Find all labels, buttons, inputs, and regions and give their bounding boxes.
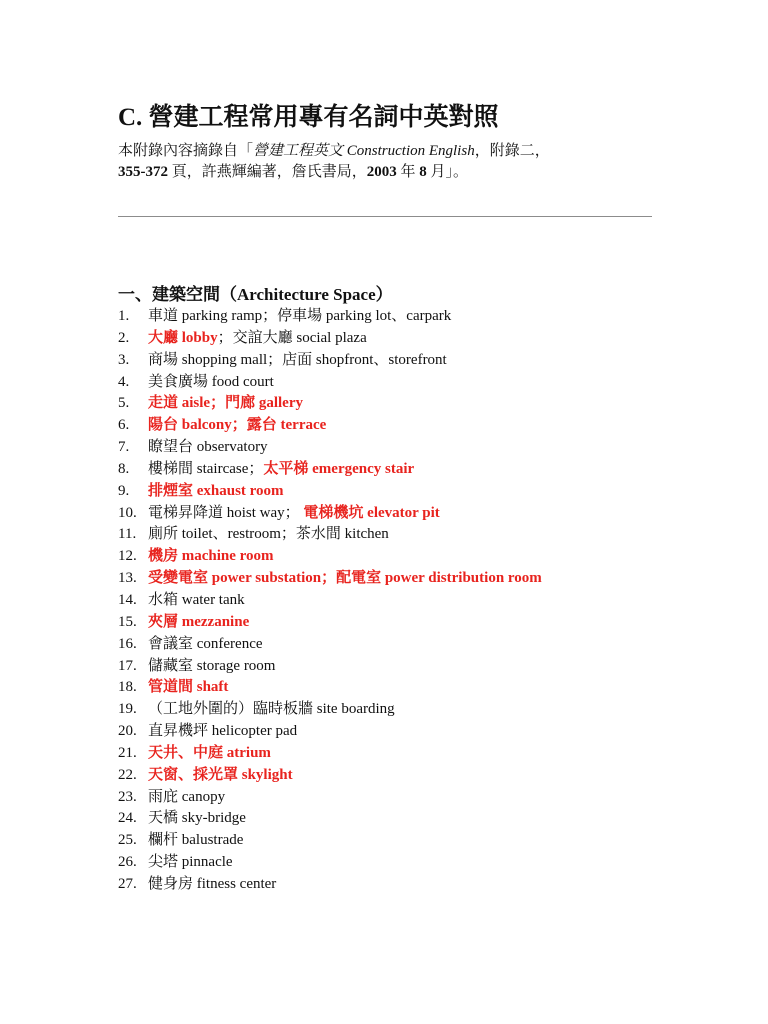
list-item xyxy=(118,612,542,634)
list-item xyxy=(118,787,542,809)
item-number: 10. xyxy=(118,504,137,521)
list-item xyxy=(118,350,542,372)
item-number: 7. xyxy=(118,439,130,456)
item-text xyxy=(148,372,274,394)
term-highlighted: 天窗、採光罩 skylight xyxy=(148,766,293,783)
term-highlighted: 機房 machine room xyxy=(148,548,274,565)
term-highlighted: 受變電室 power substation；配電室 power distribution room xyxy=(148,570,542,587)
item-text xyxy=(148,568,542,590)
intro-end: 月」。 xyxy=(426,164,469,180)
page-title: C. 營建工程常用專有名詞中英對照 xyxy=(118,104,499,131)
divider xyxy=(118,216,652,217)
item-number: 12. xyxy=(118,548,137,565)
item-number: 24. xyxy=(118,810,137,827)
item-text xyxy=(148,787,225,809)
item-number: 16. xyxy=(118,635,137,652)
term-text: 儲藏室 storage room xyxy=(148,657,276,674)
intro-appendix: ，附錄二， xyxy=(474,143,550,159)
intro-paragraph xyxy=(118,141,550,183)
list-item xyxy=(118,765,542,787)
intro-year: 2003 xyxy=(366,164,397,180)
item-text xyxy=(148,524,389,546)
item-text xyxy=(148,590,245,612)
list-item xyxy=(118,546,542,568)
term-text: 直昇機坪 helicopter pad xyxy=(148,723,298,740)
item-text xyxy=(148,656,275,678)
item-number: 27. xyxy=(118,875,137,892)
item-text xyxy=(148,546,274,568)
list-item xyxy=(118,721,542,743)
list-item xyxy=(118,874,542,896)
term-highlighted: 天井、中庭 atrium xyxy=(148,744,271,761)
item-text xyxy=(148,808,246,830)
item-number: 22. xyxy=(118,766,137,783)
intro-year-unit: 年 xyxy=(396,164,420,180)
term-highlighted: 排煙室 exhaust room xyxy=(148,482,284,499)
item-text xyxy=(148,328,367,350)
term-list xyxy=(118,306,542,896)
item-text xyxy=(148,306,451,328)
list-item xyxy=(118,437,542,459)
term-text: （工地外圍的）臨時板牆 site boarding xyxy=(148,701,395,718)
term-text: 廁所 toilet、restroom；茶水間 kitchen xyxy=(148,526,389,543)
item-text xyxy=(148,677,228,699)
term-text: 天橋 sky-bridge xyxy=(148,810,246,827)
term-text: 欄杆 balustrade xyxy=(148,832,244,849)
term-text: 美食廣場 food court xyxy=(148,373,274,390)
item-text xyxy=(148,503,440,525)
list-item xyxy=(118,393,542,415)
item-number: 5. xyxy=(118,395,130,412)
intro-line-2 xyxy=(118,162,550,183)
list-item xyxy=(118,459,542,481)
item-number: 9. xyxy=(118,482,130,499)
list-item xyxy=(118,306,542,328)
item-text xyxy=(148,852,233,874)
item-number: 17. xyxy=(118,657,137,674)
term-text: 電梯昇降道 hoist way； xyxy=(148,504,300,521)
item-text xyxy=(148,393,303,415)
list-item xyxy=(118,415,542,437)
item-text xyxy=(148,721,297,743)
item-number: 26. xyxy=(118,854,137,871)
item-number: 20. xyxy=(118,723,137,740)
item-number: 1. xyxy=(118,308,130,324)
term-highlighted: 太平梯 emergency stair xyxy=(263,460,415,477)
item-number: 23. xyxy=(118,788,137,805)
item-number: 25. xyxy=(118,832,137,849)
list-item xyxy=(118,677,542,699)
list-item xyxy=(118,481,542,503)
term-text: 健身房 fitness center xyxy=(148,875,277,892)
item-number: 6. xyxy=(118,417,130,434)
item-number: 3. xyxy=(118,351,130,368)
item-text xyxy=(148,612,249,634)
term-text: 樓梯間 staircase； xyxy=(148,460,264,477)
intro-publisher: 頁，許燕輝編著，詹氏書局， xyxy=(168,164,367,180)
term-text: 車道 parking ramp；停車場 parking lot、carpark xyxy=(148,308,452,324)
term-highlighted: 陽台 balcony；露台 terrace xyxy=(148,417,327,434)
term-highlighted: 夾層 mezzanine xyxy=(148,613,250,630)
list-item xyxy=(118,743,542,765)
item-number: 4. xyxy=(118,373,130,390)
item-number: 21. xyxy=(118,744,137,761)
term-highlighted: 電梯機坑 elevator pit xyxy=(299,504,440,521)
item-text xyxy=(148,699,395,721)
item-number: 8. xyxy=(118,460,130,477)
item-number: 18. xyxy=(118,679,137,696)
list-item xyxy=(118,503,542,525)
list-item xyxy=(118,328,542,350)
item-text xyxy=(148,765,293,787)
term-text: 雨庇 canopy xyxy=(148,788,226,805)
list-item xyxy=(118,699,542,721)
list-item xyxy=(118,524,542,546)
term-text: 尖塔 pinnacle xyxy=(148,854,233,871)
list-item xyxy=(118,568,542,590)
list-item xyxy=(118,634,542,656)
list-item xyxy=(118,590,542,612)
term-text: 商場 shopping mall；店面 shopfront、storefront xyxy=(148,351,447,368)
term-text: 瞭望台 observatory xyxy=(148,439,268,456)
term-highlighted: 走道 aisle；門廊 gallery xyxy=(148,395,303,412)
item-text xyxy=(148,437,268,459)
list-item xyxy=(118,830,542,852)
item-text xyxy=(148,874,276,896)
intro-pages: 355-372 xyxy=(118,164,168,180)
item-number: 2. xyxy=(118,329,130,346)
item-text xyxy=(148,350,447,372)
item-text xyxy=(148,830,243,852)
list-item xyxy=(118,808,542,830)
book-title: 營建工程英文 Construction English xyxy=(253,143,475,159)
list-item xyxy=(118,372,542,394)
item-number: 11. xyxy=(118,526,137,543)
term-text: ；交誼大廳 social plaza xyxy=(217,329,367,346)
item-number: 19. xyxy=(118,701,137,718)
item-number: 14. xyxy=(118,591,137,608)
term-text: 水箱 water tank xyxy=(148,591,245,608)
term-highlighted: 大廳 lobby xyxy=(148,329,218,346)
item-text xyxy=(148,634,263,656)
item-text xyxy=(148,481,284,503)
list-item xyxy=(118,852,542,874)
intro-line-1 xyxy=(118,141,550,162)
intro-prefix: 本附錄內容摘錄自「 xyxy=(118,143,254,159)
item-text xyxy=(148,743,271,765)
section-heading: 一、建築空間（Architecture Space） xyxy=(118,285,393,304)
intro-month: 8 xyxy=(419,164,427,180)
item-number: 13. xyxy=(118,570,137,587)
list-item xyxy=(118,656,542,678)
term-text: 會議室 conference xyxy=(148,635,263,652)
item-number: 15. xyxy=(118,613,137,630)
item-text xyxy=(148,415,326,437)
term-highlighted: 管道間 shaft xyxy=(148,679,229,696)
item-text xyxy=(148,459,414,481)
